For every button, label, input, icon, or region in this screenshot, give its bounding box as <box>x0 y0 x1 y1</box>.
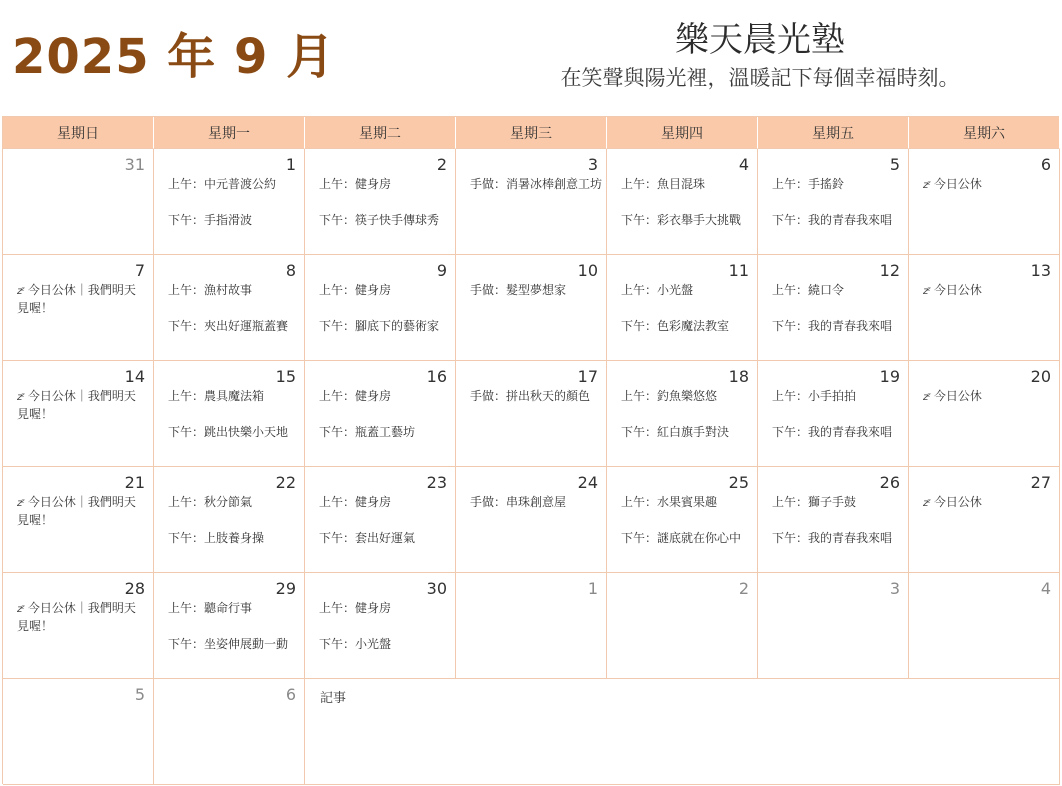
day-number: 29 <box>275 579 296 598</box>
motto: 在笑聲與陽光裡，溫暖記下每個幸福時刻。 <box>560 66 960 90</box>
day-cell[interactable] <box>758 573 909 679</box>
afternoon-activity: 下午：夾出好運瓶蓋賽 <box>168 319 289 333</box>
holiday-note <box>17 600 147 635</box>
afternoon-activity: 下午：我的青春我來唱 <box>772 319 893 333</box>
weekday-header: 星期三 <box>456 117 607 149</box>
holiday-note <box>923 282 1053 300</box>
day-number: 18 <box>728 367 749 386</box>
day-number: 6 <box>285 685 296 704</box>
day-number: 17 <box>577 367 598 386</box>
day-number: 5 <box>889 155 900 174</box>
day-number: 24 <box>577 473 598 492</box>
day-cell[interactable] <box>456 573 607 679</box>
day-number: 5 <box>134 685 145 704</box>
zz-sleep-icon: zᶻ <box>17 604 24 615</box>
day-number: 11 <box>728 261 749 280</box>
afternoon-activity: 下午：瓶蓋工藝坊 <box>319 425 416 439</box>
zz-sleep-icon: zᶻ <box>17 498 24 509</box>
morning-activity: 上午：健身房 <box>319 283 392 297</box>
notes-label: 記事 <box>320 691 347 706</box>
holiday-note <box>17 494 147 529</box>
day-cell[interactable] <box>3 467 154 573</box>
day-number: 23 <box>426 473 447 492</box>
day-cell[interactable] <box>3 255 154 361</box>
day-number: 13 <box>1030 261 1051 280</box>
afternoon-activity: 下午：小光盤 <box>319 637 392 651</box>
day-number: 28 <box>124 579 145 598</box>
day-cell[interactable] <box>607 467 758 573</box>
afternoon-activity: 下午：色彩魔法教室 <box>621 319 730 333</box>
day-cell[interactable] <box>758 467 909 573</box>
afternoon-activity: 下午：坐姿伸展動一動 <box>168 637 289 651</box>
calendar-grid <box>2 116 1059 784</box>
day-number: 31 <box>124 155 145 174</box>
afternoon-activity: 下午：筷子快手傳球秀 <box>319 213 440 227</box>
day-number: 12 <box>879 261 900 280</box>
day-cell[interactable] <box>154 149 305 255</box>
day-cell[interactable] <box>305 467 456 573</box>
month-title: 2025 年 9 月 <box>12 29 336 85</box>
afternoon-activity: 下午：紅白旗手對決 <box>621 425 730 439</box>
day-cell[interactable] <box>154 255 305 361</box>
weekday-header: 星期二 <box>305 117 456 149</box>
morning-activity: 上午：健身房 <box>319 601 392 615</box>
day-cell[interactable] <box>3 679 154 785</box>
morning-activity: 手做：串珠創意屋 <box>470 495 567 509</box>
morning-activity: 上午：魚目混珠 <box>621 177 706 191</box>
zz-sleep-icon: zᶻ <box>17 392 24 403</box>
morning-activity: 上午：手搖鈴 <box>772 177 845 191</box>
holiday-text: 今日公休 <box>933 177 982 191</box>
day-number: 7 <box>134 261 145 280</box>
holiday-text: 今日公休｜我們明天見喔！ <box>17 389 136 421</box>
day-number: 10 <box>577 261 598 280</box>
afternoon-activity: 下午：上肢養身操 <box>168 531 265 545</box>
holiday-note <box>923 176 1053 194</box>
day-cell[interactable] <box>154 467 305 573</box>
day-number: 3 <box>587 155 598 174</box>
morning-activity: 手做：髮型夢想家 <box>470 283 567 297</box>
morning-activity: 上午：小光盤 <box>621 283 694 297</box>
day-cell[interactable] <box>305 149 456 255</box>
day-number: 8 <box>285 261 296 280</box>
day-cell[interactable] <box>154 679 305 785</box>
day-number: 9 <box>436 261 447 280</box>
afternoon-activity: 下午：手指滑波 <box>168 213 253 227</box>
day-number: 3 <box>889 579 900 598</box>
day-cell[interactable] <box>456 361 607 467</box>
day-number: 30 <box>426 579 447 598</box>
afternoon-activity: 下午：我的青春我來唱 <box>772 425 893 439</box>
afternoon-activity: 下午：彩衣舉手大挑戰 <box>621 213 742 227</box>
morning-activity: 上午：水果賓果趣 <box>621 495 718 509</box>
day-number: 1 <box>587 579 598 598</box>
zz-sleep-icon: zᶻ <box>923 498 930 509</box>
day-cell[interactable] <box>607 573 758 679</box>
day-number: 15 <box>275 367 296 386</box>
holiday-note <box>17 388 147 423</box>
day-cell[interactable] <box>758 361 909 467</box>
holiday-text: 今日公休 <box>933 389 982 403</box>
morning-activity: 上午：秋分節氣 <box>168 495 253 509</box>
holiday-text: 今日公休｜我們明天見喔！ <box>17 495 136 527</box>
day-number: 27 <box>1030 473 1051 492</box>
day-cell[interactable] <box>909 573 1060 679</box>
weekday-header: 星期一 <box>154 117 305 149</box>
day-number: 16 <box>426 367 447 386</box>
holiday-text: 今日公休｜我們明天見喔！ <box>17 283 136 315</box>
morning-activity: 上午：健身房 <box>319 389 392 403</box>
org-name: 樂天晨光塾 <box>675 20 845 60</box>
holiday-text: 今日公休｜我們明天見喔！ <box>17 601 136 633</box>
day-cell[interactable] <box>607 149 758 255</box>
zz-sleep-icon: zᶻ <box>923 180 930 191</box>
zz-sleep-icon: zᶻ <box>923 392 930 403</box>
weekday-header: 星期日 <box>3 117 154 149</box>
morning-activity: 上午：健身房 <box>319 177 392 191</box>
holiday-text: 今日公休 <box>933 495 982 509</box>
morning-activity: 上午：釣魚樂悠悠 <box>621 389 718 403</box>
day-cell[interactable] <box>909 149 1060 255</box>
day-number: 2 <box>738 579 749 598</box>
day-cell[interactable] <box>3 361 154 467</box>
morning-activity: 上午：聽命行事 <box>168 601 253 615</box>
day-number: 21 <box>124 473 145 492</box>
day-number: 25 <box>728 473 749 492</box>
afternoon-activity: 下午：套出好運氣 <box>319 531 416 545</box>
holiday-note <box>17 282 147 317</box>
day-cell[interactable] <box>456 255 607 361</box>
morning-activity: 上午：小手拍拍 <box>772 389 857 403</box>
weekday-header: 星期六 <box>909 117 1060 149</box>
day-number: 22 <box>275 473 296 492</box>
morning-activity: 上午：健身房 <box>319 495 392 509</box>
day-cell[interactable] <box>758 149 909 255</box>
weekday-header: 星期五 <box>758 117 909 149</box>
day-cell[interactable] <box>909 467 1060 573</box>
holiday-note <box>923 494 1053 512</box>
morning-activity: 上午：繞口令 <box>772 283 845 297</box>
morning-activity: 上午：漁村故事 <box>168 283 253 297</box>
afternoon-activity: 下午：我的青春我來唱 <box>772 531 893 545</box>
day-number: 1 <box>285 155 296 174</box>
day-cell[interactable] <box>456 149 607 255</box>
afternoon-activity: 下午：謎底就在你心中 <box>621 531 742 545</box>
day-number: 14 <box>124 367 145 386</box>
day-cell[interactable] <box>909 361 1060 467</box>
morning-activity: 手做：拼出秋天的顏色 <box>470 389 591 403</box>
day-cell[interactable] <box>758 255 909 361</box>
day-number: 26 <box>879 473 900 492</box>
morning-activity: 上午：獅子手鼓 <box>772 495 857 509</box>
morning-activity: 上午：中元普渡公約 <box>168 177 277 191</box>
day-number: 19 <box>879 367 900 386</box>
day-cell[interactable] <box>305 573 456 679</box>
day-number: 4 <box>738 155 749 174</box>
day-cell[interactable] <box>456 467 607 573</box>
day-number: 4 <box>1040 579 1051 598</box>
day-cell[interactable] <box>607 255 758 361</box>
day-cell[interactable] <box>607 361 758 467</box>
day-cell[interactable] <box>154 573 305 679</box>
day-cell[interactable] <box>3 149 154 255</box>
afternoon-activity: 下午：跳出快樂小天地 <box>168 425 289 439</box>
day-number: 6 <box>1040 155 1051 174</box>
zz-sleep-icon: zᶻ <box>17 286 24 297</box>
day-cell[interactable] <box>154 361 305 467</box>
day-cell[interactable] <box>305 255 456 361</box>
weekday-header: 星期四 <box>607 117 758 149</box>
holiday-note <box>923 388 1053 406</box>
notes-cell[interactable] <box>305 679 1060 785</box>
afternoon-activity: 下午：我的青春我來唱 <box>772 213 893 227</box>
day-cell[interactable] <box>3 573 154 679</box>
day-number: 20 <box>1030 367 1051 386</box>
day-number: 2 <box>436 155 447 174</box>
morning-activity: 手做：消暑冰棒創意工坊 <box>470 177 603 191</box>
day-cell[interactable] <box>909 255 1060 361</box>
zz-sleep-icon: zᶻ <box>923 286 930 297</box>
day-cell[interactable] <box>305 361 456 467</box>
holiday-text: 今日公休 <box>933 283 982 297</box>
morning-activity: 上午：農具魔法箱 <box>168 389 265 403</box>
afternoon-activity: 下午：腳底下的藝術家 <box>319 319 440 333</box>
